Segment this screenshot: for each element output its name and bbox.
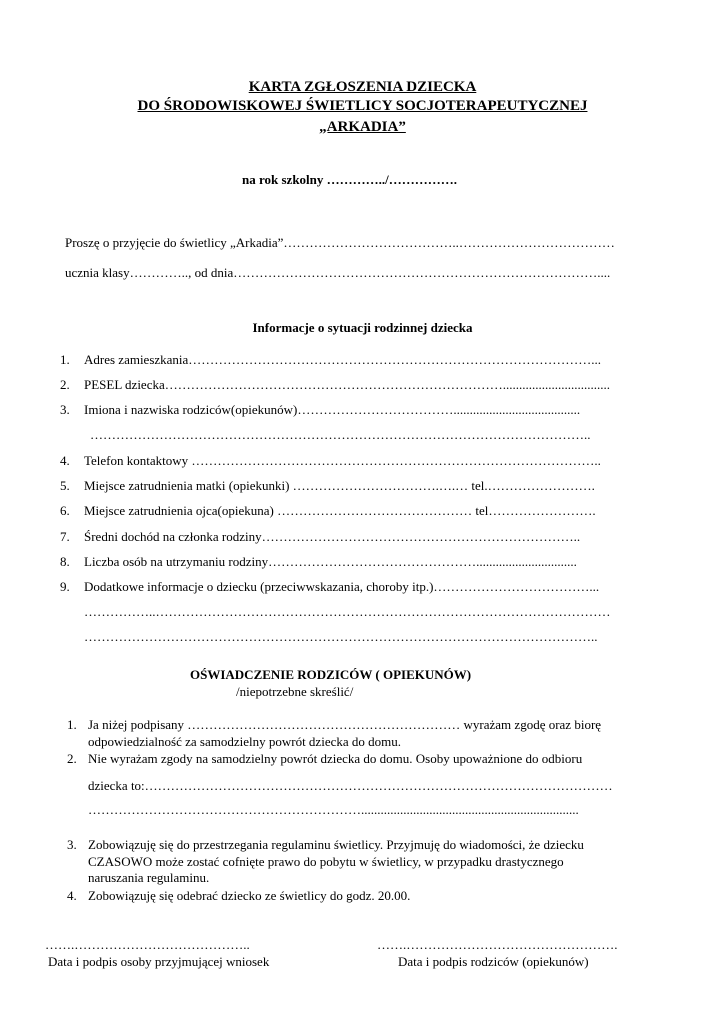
family-item-num: 6. xyxy=(60,503,70,518)
declaration-authorized-persons: dziecka to:……………………………………………………………………………………………… xyxy=(88,778,613,793)
signature-label-left: Data i podpis osoby przyjmującej wniosek xyxy=(48,954,270,969)
declaration-rules-line-1: Zobowiązuję się do przestrzegania regulaminu świetlicy. Przyjmuję do wiadomości, że dziecku xyxy=(88,837,584,852)
family-item-address: Adres zamieszkania…………………………………………………………………………………... xyxy=(84,352,602,367)
family-item-additional: Dodatkowe informacje o dziecku (przeciwwskazania, choroby itp.)………………………………... xyxy=(84,579,600,594)
declaration-consent-line-1: Ja niżej podpisany ……………………………………………………… wyrażam zgodę oraz biorę xyxy=(88,717,602,732)
family-item-father-work: Miejsce zatrudnienia ojca(opiekuna) ……………………………………… tel……………………. xyxy=(84,503,596,518)
family-item-dependents: Liczba osób na utrzymaniu rodziny…………………………………………............................... xyxy=(84,554,577,569)
family-item-num: 4. xyxy=(60,453,70,468)
family-item-income: Średni dochód na członka rodziny……………………………………………………………….. xyxy=(84,529,581,544)
family-item-continuation: …………………………………………………………………………………………………….. xyxy=(90,427,591,442)
declaration-consent-line-2: odpowiedzialność za samodzielny powrót dziecka do domu. xyxy=(88,734,401,749)
family-item-continuation: ……………………………………………………………………………………………………….. xyxy=(84,629,598,644)
signature-line-left: …….………………………………….. xyxy=(45,937,250,952)
title-line-1: KARTA ZGŁOSZENIA DZIECKA xyxy=(248,79,477,95)
declaration-authorized-persons-cont: ………………………………………………………................................................................... xyxy=(88,802,579,817)
family-item-num: 5. xyxy=(60,478,70,493)
family-item-num: 1. xyxy=(60,352,70,367)
declaration-heading: OŚWIADCZENIE RODZICÓW ( OPIEKUNÓW) xyxy=(190,667,472,682)
family-item-continuation: ……………..…………………………………………………………………………………………… xyxy=(84,604,611,619)
school-year-line: na rok szkolny …………../……………. xyxy=(242,172,458,187)
declaration-item-num: 2. xyxy=(67,751,77,766)
declaration-item-num: 3. xyxy=(67,837,77,852)
intro-line-2: ucznia klasy………….., od dnia………………………………………………………………………….... xyxy=(65,265,611,280)
declaration-subheading: /niepotrzebne skreślić/ xyxy=(236,684,354,699)
declaration-no-consent-line-1: Nie wyrażam zgody na samodzielny powrót dziecka do domu. Osoby upoważnione do odbioru xyxy=(88,751,583,766)
family-item-mother-work: Miejsce zatrudnienia matki (opiekunki) …………………………….….… tel.……………………. xyxy=(84,478,595,493)
signature-label-right: Data i podpis rodziców (opiekunów) xyxy=(398,954,589,969)
family-item-num: 7. xyxy=(60,529,70,544)
family-item-parents: Imiona i nazwiska rodziców(opiekunów)………………………………....................................... xyxy=(84,402,581,417)
title-line-2: DO ŚRODOWISKOWEJ ŚWIETLICY SOCJOTERAPEUTYCZNEJ xyxy=(137,98,588,114)
family-item-phone: Telefon kontaktowy ………………………………………………………………………………….. xyxy=(84,453,601,468)
family-item-num: 9. xyxy=(60,579,70,594)
declaration-rules-line-2: CZASOWO może zostać cofnięte prawo do pobytu w świetlicy, w przypadku drastycznego xyxy=(88,854,564,869)
declaration-rules-line-3: naruszania regulaminu. xyxy=(88,870,210,885)
declaration-item-num: 1. xyxy=(67,717,77,732)
family-item-num: 2. xyxy=(60,377,70,392)
family-heading: Informacje o sytuacji rodzinnej dziecka xyxy=(252,320,473,335)
family-item-num: 3. xyxy=(60,402,70,417)
title-line-3: „ARKADIA” xyxy=(319,119,406,135)
family-item-num: 8. xyxy=(60,554,70,569)
family-item-pesel: PESEL dziecka……………………………………………………………………................................. xyxy=(84,377,610,392)
intro-line-1: Proszę o przyjęcie do świetlicy „Arkadia”…………………………………..……………………………… xyxy=(65,235,615,250)
declaration-pickup-time: Zobowiązuję się odebrać dziecko ze świetlicy do godz. 20.00. xyxy=(88,888,411,903)
declaration-item-num: 4. xyxy=(67,888,77,903)
signature-line-right: …….…………………………………………. xyxy=(377,937,618,952)
